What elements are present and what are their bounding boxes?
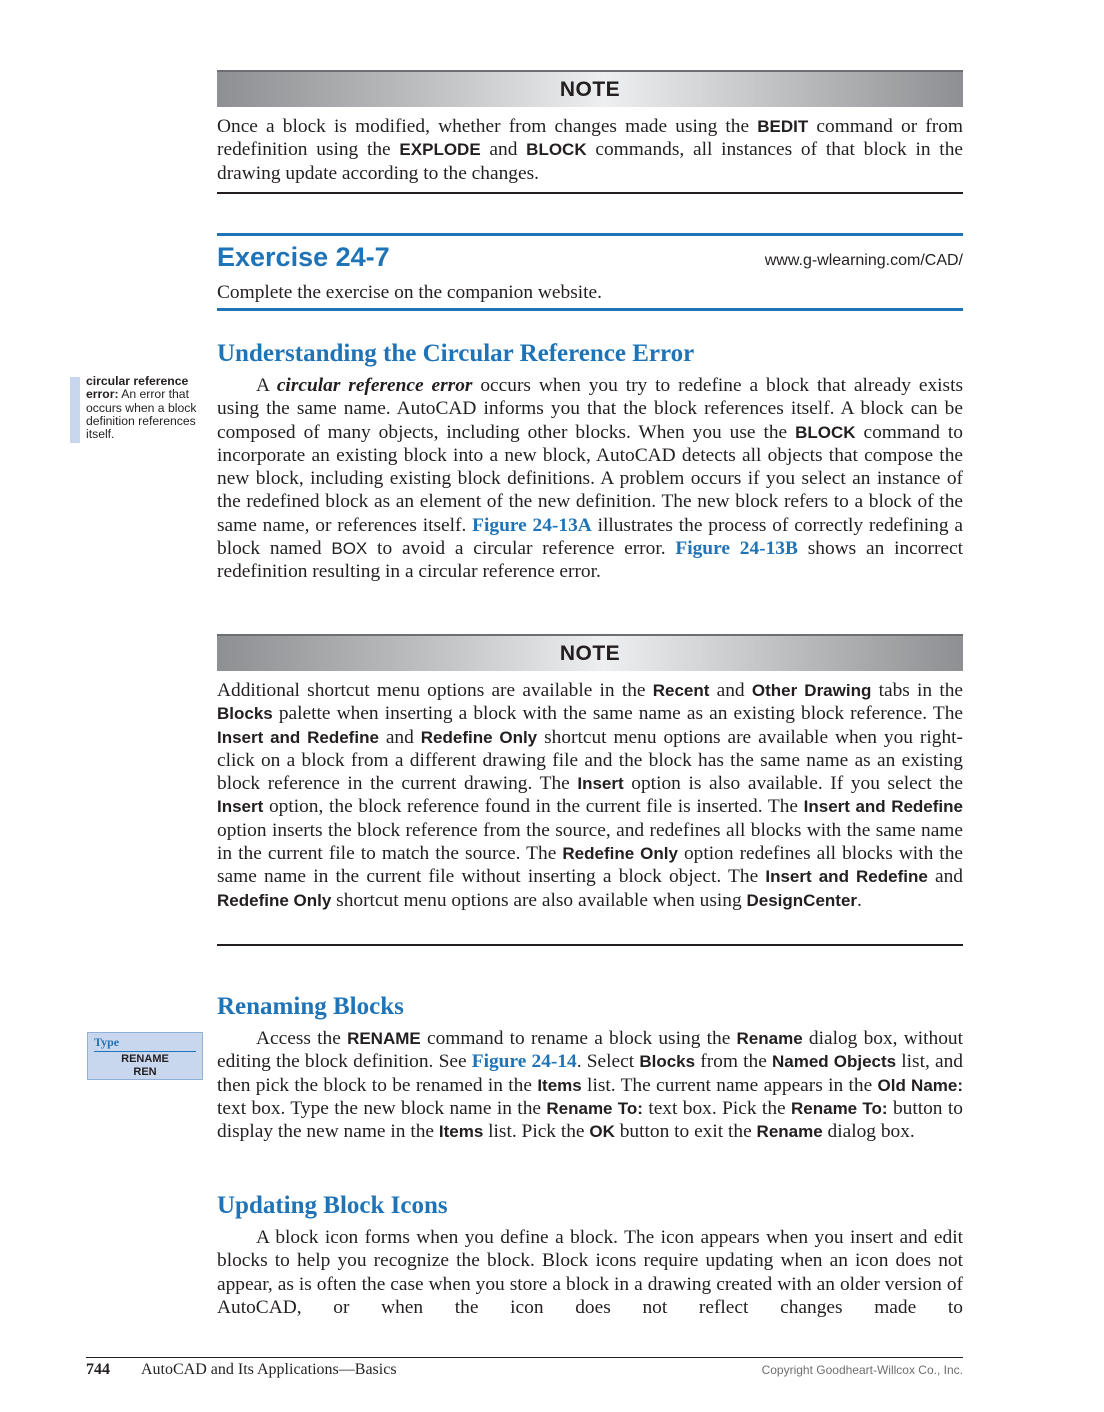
figure-link[interactable]: Figure 24-13A <box>472 514 592 536</box>
page-number: 744 <box>86 1361 110 1378</box>
glossary-term-inline: circular reference error <box>276 375 473 396</box>
figure-link[interactable]: Figure 24-14 <box>471 1051 577 1073</box>
circular-body <box>217 374 963 584</box>
exercise-bottom-rule <box>217 308 963 311</box>
ui-term: Insert and Redefine <box>803 797 963 817</box>
type-divider <box>94 1051 196 1052</box>
ui-term: DesignCenter <box>746 890 858 910</box>
renaming-paragraph: Access the RENAME command to rename a block using the Rename dialog box, without editing the block definition. See Figure 24-14. Select Blocks from the Named Objects list, and then pick the block to be renamed in the Items list. The current name appears in the Old Name: text box. Type the new block name in the Rename To: text box. Pick the Rename To: button to display the new name in the Items list. Pick the OK button to exit the Rename dialog box. <box>217 1028 964 1143</box>
block-name: BOX <box>331 539 368 559</box>
ui-term: Blocks <box>217 704 273 724</box>
command-name: EXPLODE <box>399 140 481 160</box>
type-command-box <box>87 1032 203 1080</box>
ui-term: Blocks <box>639 1052 696 1072</box>
note-bottom-rule <box>217 192 963 194</box>
note-body <box>217 679 963 912</box>
ui-term: Insert <box>217 797 264 817</box>
note-paragraph: Once a block is modified, whether from changes made using the BEDIT command or from redefinition using the EXPLODE and BLOCK commands, all instances of that block in the drawing update according to the changes. <box>217 116 963 184</box>
ui-term: Redefine Only <box>562 844 678 864</box>
command-name: BLOCK <box>526 140 587 160</box>
ui-term: Items <box>537 1075 582 1095</box>
ui-term: Rename To: <box>791 1098 888 1118</box>
exercise-url[interactable]: www.g-wlearning.com/CAD/ <box>764 252 963 269</box>
type-label: Type <box>94 1035 120 1049</box>
ui-term: Rename <box>756 1122 823 1142</box>
command-name: BLOCK <box>795 422 856 442</box>
note-heading: NOTE <box>559 78 621 101</box>
ui-term: Recent <box>652 681 710 700</box>
note-bottom-rule <box>217 944 963 946</box>
renaming-body <box>217 1027 963 1143</box>
note-body <box>217 115 963 185</box>
ui-term: Redefine Only <box>217 890 332 910</box>
ui-term: Insert and Redefine <box>217 727 379 747</box>
glossary-note <box>86 375 210 441</box>
exercise-text: Complete the exercise on the companion website. <box>217 282 603 303</box>
note-heading: NOTE <box>559 642 621 665</box>
ui-term: OK <box>589 1122 615 1142</box>
ui-term: Other Drawing <box>751 681 872 700</box>
note-paragraph: Additional shortcut menu options are available in the Recent and Other Drawing tabs in the Blocks palette when inserting a block with the same name as an existing block reference. The Insert and Redefine and Redefine Only shortcut menu options are available when you right-click on a block from a different drawing file and the block has the same name as an existing block reference in the current drawing. The Insert option is also available. If you select the Insert option, the block reference found in the current file is inserted. The Insert and Redefine option inserts the block reference from the source, and redefines all blocks with the same name in the current file to match the source. The Redefine Only option redefines all blocks with the same name in the current file without inserting a block object. The Insert and Redefine and Redefine Only shortcut menu options are also available when using DesignCenter. <box>217 680 964 911</box>
glossary-definition: An error that occurs when a block definition references itself. <box>86 387 197 442</box>
ui-term: Redefine Only <box>420 727 538 747</box>
ui-term: Named Objects <box>772 1052 897 1072</box>
circular-paragraph: A circular reference error occurs when you try to redefine a block that already exists using the same name. AutoCAD informs you that the block references itself. A block can be composed of many objects, including other blocks. When you use the BLOCK command to incorporate an existing block into a new block, AutoCAD detects all objects that compose the new block, including existing block definitions. A problem occurs if you select an instance of the redefined block as an element of the new definition. The new block refers to a block of the same name, or references itself. Figure 24-13A illustrates the process of correctly redefining a block named BOX to avoid a circular reference error. Figure 24-13B shows an incorrect redefinition resulting in a circular reference error. <box>217 375 964 583</box>
exercise-title: Exercise 24-7 <box>217 242 390 272</box>
footer-rule <box>86 1357 963 1358</box>
section-heading-renaming: Renaming Blocks <box>217 993 404 1020</box>
note-header-bar <box>217 634 963 671</box>
command-alias-list <box>88 1053 202 1079</box>
ui-term: Insert and Redefine <box>765 867 928 887</box>
updating-paragraph: A block icon forms when you define a block. The icon appears when you insert and edit blocks to help you recognize the block. Block icons require updating when an icon does not appear, as is often the case when you store a block in a drawing created with an older version of AutoCAD, or when the icon does not reflect changes made to <box>217 1227 963 1318</box>
book-title: AutoCAD and Its Applications—Basics <box>141 1361 397 1378</box>
ui-term: Insert <box>577 774 624 794</box>
command-name: RENAME <box>347 1029 421 1048</box>
glossary-margin-bar <box>70 377 80 443</box>
command-alias: REN <box>133 1066 157 1078</box>
ui-term: Rename To: <box>546 1098 643 1118</box>
command-name: BEDIT <box>757 117 809 136</box>
updating-body <box>217 1226 963 1319</box>
copyright: Copyright Goodheart-Willcox Co., Inc. <box>761 1363 963 1377</box>
glossary-term: circular reference error: <box>86 374 189 402</box>
note-header-bar <box>217 70 963 107</box>
exercise-top-rule <box>217 233 963 236</box>
ui-term: Items <box>438 1122 484 1142</box>
figure-link[interactable]: Figure 24-13B <box>675 538 798 560</box>
ui-term: Rename <box>736 1029 803 1048</box>
section-heading-circular: Understanding the Circular Reference Error <box>217 340 695 367</box>
ui-term: Old Name: <box>877 1075 964 1095</box>
section-heading-updating: Updating Block Icons <box>217 1192 448 1219</box>
command-name: RENAME <box>121 1053 169 1065</box>
